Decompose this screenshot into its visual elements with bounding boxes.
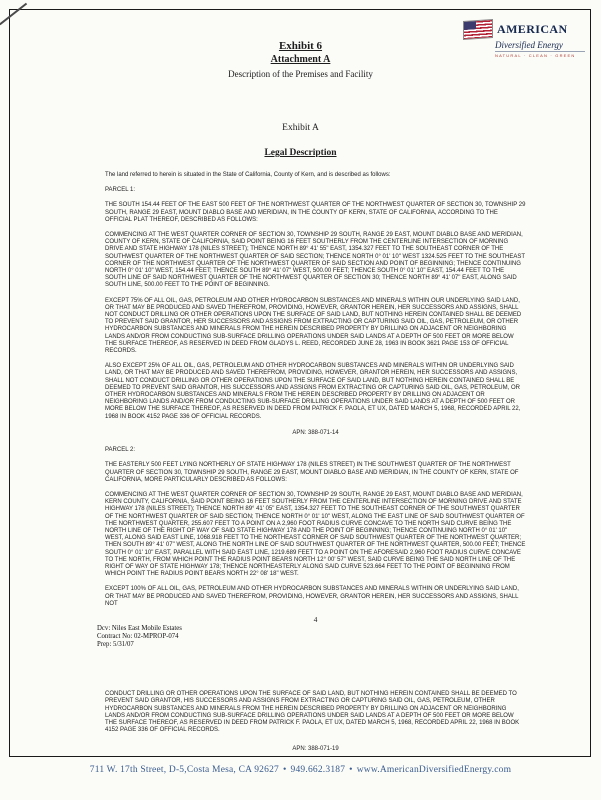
parcel-1-paragraph: COMMENCING AT THE WEST QUARTER CORNER OF SECTION 30, TOWNSHIP 29 SOUTH, RANGE 29 EAST, MOUNT DIABLO BASE AND MERIDIAN, COUNTY OF KERN, STATE OF CALIFORNIA, SAID POINT BEING 16 FEET SOUTHERLY FROM THE CENTERLINE INTERSECTION OF MORNING DRIVE AND STATE HIGHWAY 178 (NILES STREET); THENCE NORTH 89° 41' 55" EAST, 1354.327 FEET TO THE SOUTHEAST CORNER OF THE SOUTHWEST QUARTER OF THE NORTHWEST QUARTER OF SAID SECTION; THENCE NORTH 0° 01' 10" WEST 1324.525 FEET TO THE SOUTHEAST CORNER OF THE NORTHWEST QUARTER OF THE NORTHWEST QUARTER OF SAID SECTION AND POINT OF BEGINNING; THENCE CONTINUING NORTH 0° 01' 10" WEST, 154.44 FEET; THENCE SOUTH 89° 41' 07" WEST, 500.00 FEET; THENCE SOUTH 0° 01' 10" EAST, 154.44 FEET TO THE SOUTH LINE OF SAID NORTHWEST QUARTER OF THE NORTHWEST QUARTER OF SECTION 30; THENCE NORTH 89° 41' 07" EAST, ALONG SAID SOUTH LINE, 500.00 FEET TO THE POINT OF BEGINNING. <box>105 232 525 289</box>
parcel-1-paragraph: ALSO EXCEPT 25% OF ALL OIL, GAS, PETROLEUM AND OTHER HYDROCARBON SUBSTANCES AND MINERALS WITHIN OR UNDERLYING SAID LAND, OR THAT MAY BE PRODUCED AND SAVED THEREFROM, PROVIDING, HOWEVER, GRANTOR HEREIN, HER SUCCESSORS AND ASSIGNS, SHALL NOT CONDUCT DRILLING OR OTHER OPERATIONS UPON THE SURFACE OF SAID LAND, BUT NOTHING HEREIN CONTAINED SHALL BE DEEMED TO PREVENT SAID GRANTOR, HIS SUCCESSORS AND ASSIGNS FROM EXTRACTING OR CAPTURING SAID OIL, GAS, PETROLEUM, OR OTHER HYDROCARBON SUBSTANCES AND MINERALS FROM THE HEREIN DESCRIBED PROPERTY BY DRILLING ON ADJACENT OR NEIGHBORING LANDS AND/OR FROM CONDUCTING SUB-SURFACE DRILLING OPERATIONS UNDER SAID LANDS AT A DEPTH OF 500 FEET OR MORE BELOW THE SURFACE THEREOF, AS RESERVED IN DEED FROM PATRICK F. PAOLA, ET UX, DATED MARCH 5, 1968, RECORDED APRIL 22, 1968 IN BOOK 4152 PAGE 336 OF OFFICIAL RECORDS. <box>105 363 521 420</box>
apn-parcel-2: APN: 388-071-19 <box>292 746 339 753</box>
parcel-1-paragraph: THE SOUTH 154.44 FEET OF THE EAST 500 FEET OF THE NORTHWEST QUARTER OF THE NORTHWEST QUARTER OF SECTION 30, TOWNSHIP 29 SOUTH, RANGE 29 EAST, MOUNT DIABLO BASE AND MERIDIAN, IN THE COUNTY OF KERN, STATE OF CALIFORNIA, ACCORDING TO THE OFFICIAL PLAT THEREOF, DESCRIBED AS FOLLOWS: <box>105 202 526 223</box>
footer-separator: • <box>349 765 353 775</box>
apn-parcel-1: APN: 388-071-14 <box>292 429 339 436</box>
parcel-1-label: PARCEL 1: <box>105 187 136 194</box>
parcel-2-paragraph: EXCEPT 100% OF ALL OIL, GAS, PETROLEUM AND OTHER HYDROCARBON SUBSTANCES AND MINERALS WITHIN OR UNDERLYING SAID LAND, OR THAT MAY BE PRODUCED AND SAVED THEREFROM, PROVIDING, HOWEVER, GRANTOR HEREIN, HER SUCCESSORS AND ASSIGNS, SHALL NOT <box>105 586 519 607</box>
scan-artifact-corner-line <box>0 3 27 25</box>
legal-description-body <box>97 172 526 764</box>
parcel-2-continuation-paragraph: CONDUCT DRILLING OR OTHER OPERATIONS UPON THE SURFACE OF SAID LAND, BUT NOTHING HEREIN CONTAINED SHALL BE DEEMED TO PREVENT SAID GRANTOR, HIS SUCCESSORS AND ASSIGNS FROM EXTRACTING OR CAPTURING SAID OIL, GAS, PETROLEUM, OTHER HYDROCARBON SUBSTANCES AND MINERALS FROM THE HEREIN DESCRIBED PROPERTY BY DRILLING ON ADJACENT OR NEIGHBORING LANDS AND/OR FROM CONDUCTING SUB-SURFACE DRILLING OPERATIONS UNDER SAID LANDS AT A DEPTH OF 500 FEET OR MORE BELOW THE SURFACE THEREOF, AS RESERVED IN DEED FROM PATRICK F. PAOLA, ET UX, DATED MARCH 5, 1968, RECORDED APRIL 22, 1968 IN BOOK 4152 PAGE 336 OF OFFICIAL RECORDS. <box>105 691 520 734</box>
footer-phone: 949.662.3187 <box>290 765 346 775</box>
parcel-1-paragraph: EXCEPT 75% OF ALL OIL, GAS, PETROLEUM AND OTHER HYDROCARBON SUBSTANCES AND MINERALS WITHIN OUR UNDERLYING SAID LAND, OR THAT MAY BE PRODUCED AND SAVED THEREFROM, PROVIDING, HOWEVER, GRANTOR HEREIN, HER SUCCESSORS AND ASSIGNS, SHALL NOT CONDUCT DRILLING OR OTHER OPERATIONS UPON THE SURFACE OF SAID LAND, BUT NOTHING HEREIN CONTAINED SHALL BE DEEMED TO PREVENT SAID GRANTOR, HER SUCCESSORS AND ASSIGNS FROM EXTRACTING OR CAPTURING SAID OIL, GAS, PETROLEUM, OR OTHER HYDROCARBON SUBSTANCES AND MINERALS FROM THE HEREIN DESCRIBED PROPERTY BY DRILLING ON ADJACENT OR NEIGHBORING LANDS AND/OR FROM CONDUCTING SUB-SURFACE DRILLING OPERATIONS UNDER SAID LANDS AT A DEPTH OF 500 FEET OR MORE BELOW THE SURFACE THEREOF, AS RESERVED IN DEED FROM GLADYS L. REED, RECORDED JUNE 28, 1963 IN BOOK 3621 PAGE 153 OF OFFICIAL RECORDS. <box>105 297 522 355</box>
exhibit-6-heading: Exhibit 6 <box>278 40 323 52</box>
flag-canton <box>464 21 476 30</box>
legal-description-title: Legal Description <box>264 148 337 158</box>
exhibit-a-title: Exhibit A <box>282 123 319 133</box>
company-footer <box>0 765 601 775</box>
parcel-2-label: PARCEL 2: <box>105 447 136 454</box>
us-flag-icon <box>463 19 493 40</box>
footer-website: www.AmericanDiversifiedEnergy.com <box>356 765 512 775</box>
parcel-2-paragraph: THE EASTERLY 500 FEET LYING NORTHERLY OF STATE HIGHWAY 178 (NILES STREET) IN THE SOUTHWEST QUARTER OF THE NORTHWEST QUARTER OF SECTION 30, TOWNSHIP 29 SOUTH, RANGE 29 EAST, MOUNT DIABLO BASE AND MERIDIAN, IN THE COUNTY OF KERN, STATE OF CALIFORNIA, MORE PARTICULARLY DESCRIBED AS FOLLOWS: <box>105 462 519 483</box>
page-number: 4 <box>313 614 318 624</box>
premises-description-heading: Description of the Premises and Facility <box>228 69 373 79</box>
logo-row <box>463 20 585 39</box>
document-meta-block <box>97 625 526 649</box>
intro-line: The land referred to herein is situated in the State of California, County of Kern, and is described as follows: <box>105 172 391 178</box>
page-break-gap <box>105 649 526 691</box>
meta-dcv: Dcv: Niles East Mobile Estates <box>97 625 182 633</box>
document-header <box>0 40 601 79</box>
logo-company-subname: Diversified Energy <box>495 40 563 50</box>
footer-separator: • <box>282 765 287 775</box>
footer-address: 711 W. 17th Street, D-5,Costa Mesa, CA 92627 <box>89 765 279 775</box>
parcel-2-paragraph: COMMENCING AT THE WEST QUARTER CORNER OF SECTION 30, TOWNSHIP 29 SOUTH, RANGE 29 EAST, MOUNT DIABLO BASE AND MERIDIAN, KERN COUNTY, CALIFORNIA, SAID POINT BEING 16 FEET SOUTHERLY FROM THE CENTERLINE INTERSECTION OF MORNING DRIVE AND STATE HIGHWAY 178 (NILES STREET); THENCE NORTH 89° 41' 05" EAST, 1354.327 FEET TO THE SOUTHEAST CORNER OF THE SOUTHWEST QUARTER OF THE NORTHWEST QUARTER OF SAID SECTION; THENCE NORTH 0° 01' 10" WEST, ALONG THE EAST LINE OF SAID SOUTHWEST QUARTER OF THE NORTHWEST QUARTER, 255.607 FEET TO A POINT ON A 2,960 FOOT RADIUS CURVE CONCAVE TO THE NORTH SAID CURVE BEING THE NORTH LINE OF THE RIGHT OF WAY OF SAID STATE HIGHWAY 178 AND THE POINT OF BEGINNING; THENCE CONTINUING NORTH 0° 01' 10" WEST, ALONG SAID EAST LINE, 1068.918 FEET TO THE NORTHEAST CORNER OF SAID SOUTHWEST QUARTER OF THE NORTHWEST QUARTER; THEN SOUTH 89° 41' 07" WEST, ALONG THE NORTH LINE OF SAID SOUTHWEST QUARTER OF THE NORTHWEST QUARTER, 500.00 FEET; THENCE SOUTH 0° 01' 10" EAST, PARALLEL WITH SAID EAST LINE, 1219.689 FEET TO A POINT ON THE AFORESAID 2,960 FOOT RADIUS CURVE CONCAVE TO THE NORTH, FROM WHICH POINT THE RADIUS POINT BEARS NORTH 12° 00' 57" WEST, SAID CURVE BEING THE SAID NORTH LINE OF THE RIGHT OF WAY OF STATE HIGHWAY 178; THENCE NORTHEASTERLY ALONG SAID CURVE 523.664 FEET TO THE POINT OF BEGINNING FROM WHICH POINT THE RADIUS POINT BEARS NORTH 22° 08' 18" WEST. <box>105 491 526 578</box>
logo-company-name: AMERICAN <box>497 22 568 36</box>
attachment-a-heading: Attachment A <box>270 54 331 65</box>
meta-prep-date: Prep: 5/31/07 <box>97 641 134 649</box>
logo-tagline: NATURAL · CLEAN · GREEN <box>495 51 585 58</box>
meta-contract-no: Contract No: 02-MPROP-074 <box>97 633 179 641</box>
